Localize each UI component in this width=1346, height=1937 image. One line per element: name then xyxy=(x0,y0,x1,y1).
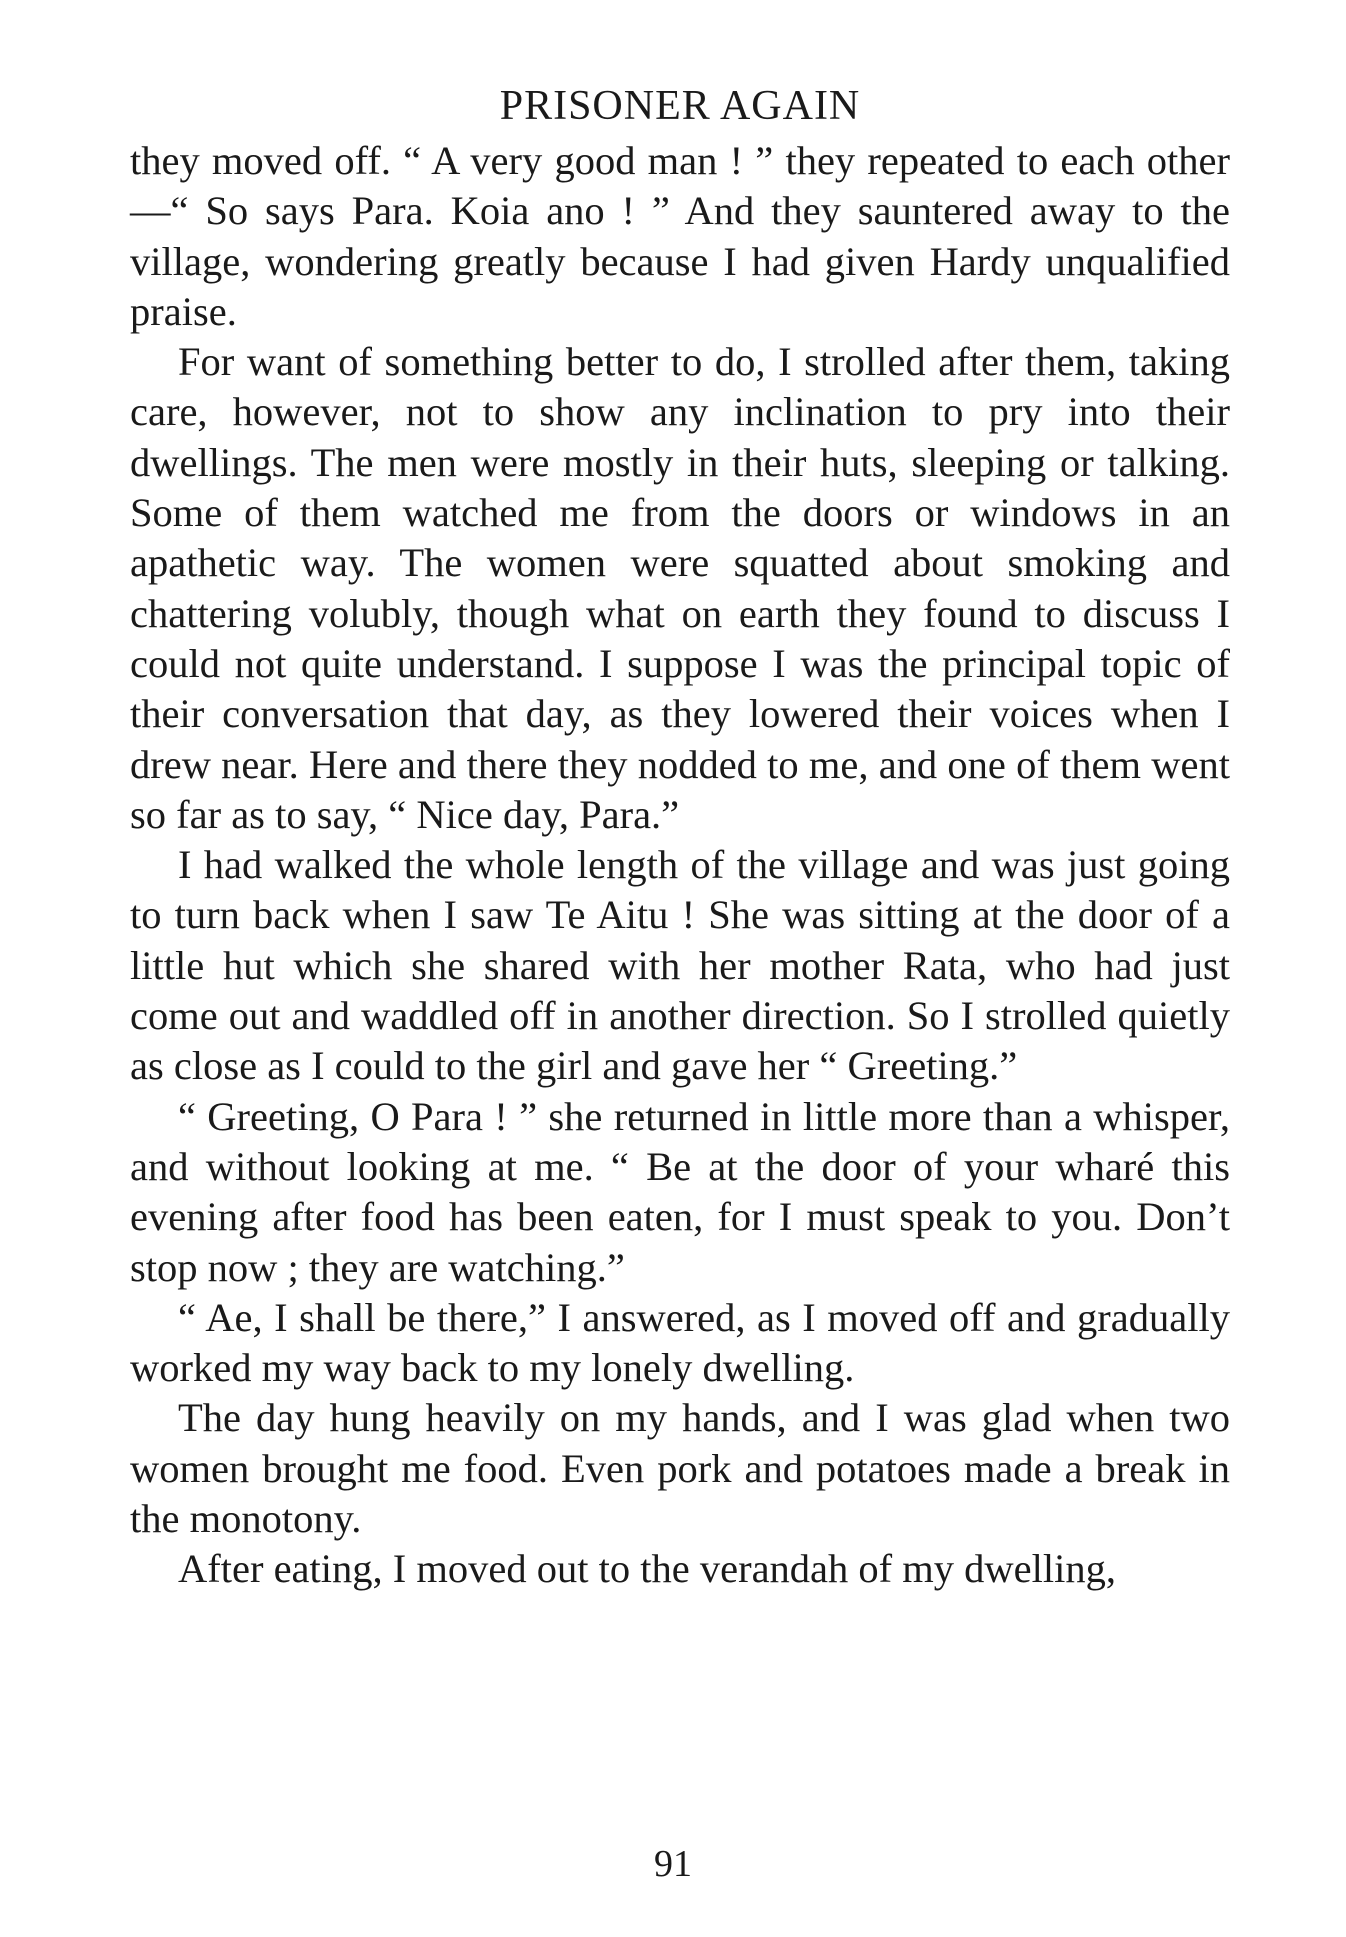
paragraph-3: I had walked the whole length of the village and was just going to turn back when I saw Te Aitu ! She was sitting at the door of a little hut which she shared with her mother Rata, who had just come out and waddled off in another direction. So I strolled quietly as close as I could to the girl and gave her “ Greeting.” xyxy=(130,842,1230,1089)
paragraph-6: The day hung heavily on my hands, and I was glad when two women brought me food. Even pork and potatoes made a break in the monotony. xyxy=(130,1395,1230,1542)
running-head: PRISONER AGAIN xyxy=(499,83,861,129)
paragraph-5: “ Ae, I shall be there,” I answered, as I moved off and gradually worked my way back to my lonely dwelling. xyxy=(130,1294,1230,1391)
paragraph-7: After eating, I moved out to the verandah of my dwelling, xyxy=(178,1546,1116,1592)
page-number: 91 xyxy=(654,1843,692,1885)
paragraph-4: “ Greeting, O Para ! ” she returned in little more than a whisper, and without looking at me. “ Be at the door of your wharé this evening after food has been eaten, for I must speak to you. Don’t stop now ; they are watching.” xyxy=(130,1093,1230,1290)
book-page xyxy=(130,78,1230,1595)
paragraph-2: For want of something better to do, I strolled after them, taking care, however, not to show any inclination to pry into their dwellings. The men were mostly in their huts, sleeping or talking. Some of them watched me from the doors or windows in an apathetic way. The women were squatted about smoking and chattering volubly, though what on earth they found to discuss I could not quite understand. I suppose I was the principal topic of their conversation that day, as they lowered their voices when I drew near. Here and there they nodded to me, and one of them went so far as to say, “ Nice day, Para.” xyxy=(130,339,1230,837)
paragraph-1: they moved off. “ A very good man ! ” they repeated to each other—“ So says Para. Koia ano ! ” And they sauntered away to the village, wondering greatly because I had given Hardy unqualified praise. xyxy=(130,138,1230,334)
